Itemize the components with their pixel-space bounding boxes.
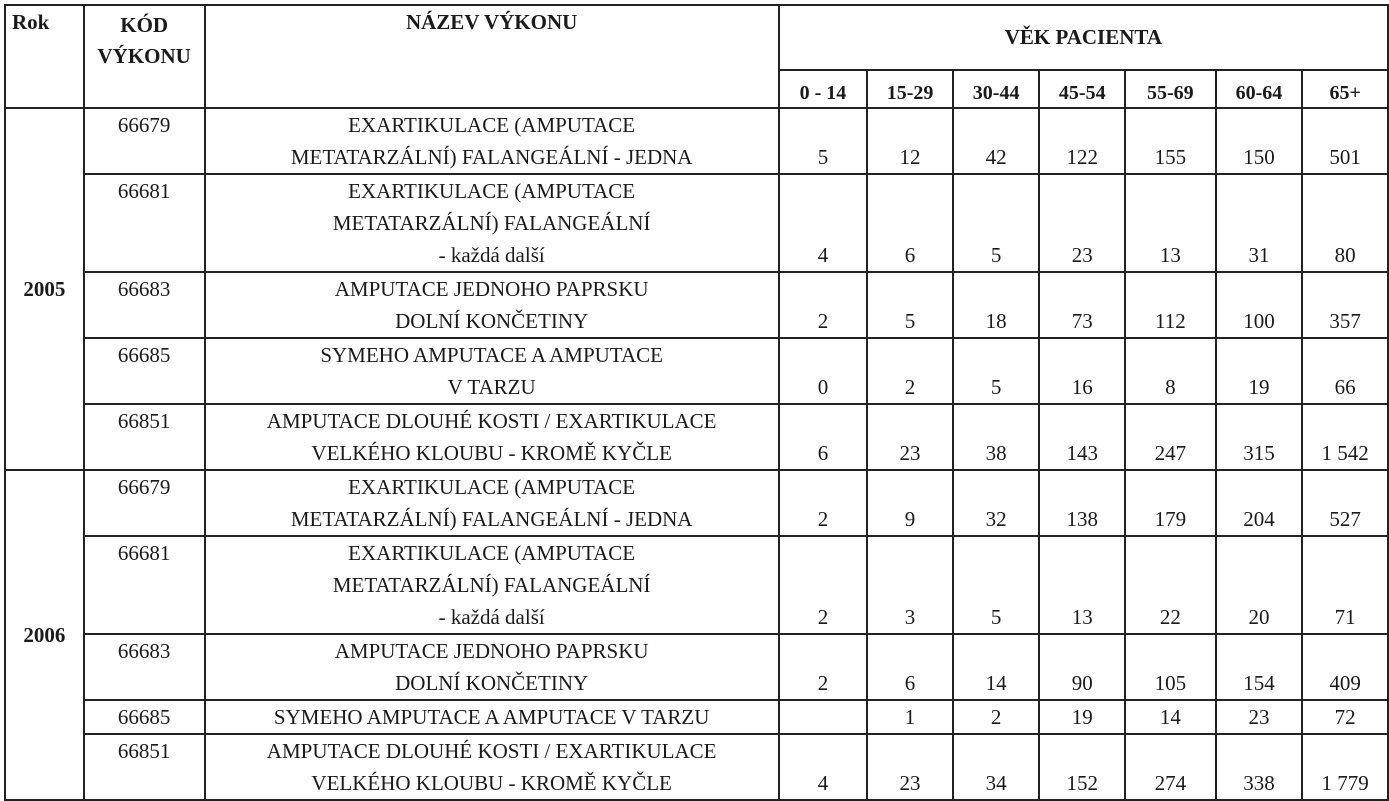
value-cell-age-6: 357 xyxy=(1302,272,1388,338)
procedure-name-cell xyxy=(205,404,779,470)
table-row xyxy=(5,108,1388,174)
procedure-name-cell xyxy=(205,272,779,338)
procedure-name-cell xyxy=(205,470,779,536)
procedure-name-cell xyxy=(205,634,779,700)
procedure-name-line: METATARZÁLNÍ) FALANGEÁLNÍ xyxy=(332,211,651,235)
procedure-name-line: AMPUTACE JEDNOHO PAPRSKU xyxy=(334,277,649,301)
header-age-2: 30-44 xyxy=(953,70,1040,108)
value-cell-age-6: 66 xyxy=(1302,338,1388,404)
value-cell-age-5: 31 xyxy=(1216,174,1303,272)
procedure-name-cell xyxy=(205,734,779,800)
amputation-statistics-table xyxy=(4,4,1389,801)
procedure-name-line: - každá další xyxy=(438,605,545,629)
value-cell-age-5: 154 xyxy=(1216,634,1303,700)
value-cell-age-0: 0 xyxy=(779,338,868,404)
value-cell-age-1: 5 xyxy=(867,272,953,338)
table-row xyxy=(5,272,1388,338)
value-cell-age-0: 4 xyxy=(779,734,868,800)
value-cell-age-3: 138 xyxy=(1039,470,1125,536)
value-cell-age-4: 14 xyxy=(1125,700,1216,734)
value-cell-age-0 xyxy=(779,700,868,734)
table-body xyxy=(5,108,1388,800)
procedure-name-line: SYMEHO AMPUTACE A AMPUTACE xyxy=(320,343,663,367)
value-cell-age-0: 2 xyxy=(779,634,868,700)
header-code xyxy=(84,5,205,108)
code-cell: 66679 xyxy=(84,108,205,174)
procedure-name-cell xyxy=(205,108,779,174)
table-row xyxy=(5,404,1388,470)
value-cell-age-2: 34 xyxy=(953,734,1040,800)
year-cell: 2006 xyxy=(5,470,84,800)
value-cell-age-5: 315 xyxy=(1216,404,1303,470)
value-cell-age-1: 23 xyxy=(867,404,953,470)
value-cell-age-4: 155 xyxy=(1125,108,1216,174)
value-cell-age-6: 72 xyxy=(1302,700,1388,734)
value-cell-age-3: 16 xyxy=(1039,338,1125,404)
value-cell-age-1: 23 xyxy=(867,734,953,800)
value-cell-age-6: 527 xyxy=(1302,470,1388,536)
value-cell-age-6: 1 542 xyxy=(1302,404,1388,470)
value-cell-age-0: 2 xyxy=(779,470,868,536)
value-cell-age-4: 22 xyxy=(1125,536,1216,634)
value-cell-age-1: 12 xyxy=(867,108,953,174)
value-cell-age-3: 13 xyxy=(1039,536,1125,634)
value-cell-age-1: 1 xyxy=(867,700,953,734)
table-header xyxy=(5,5,1388,108)
value-cell-age-3: 122 xyxy=(1039,108,1125,174)
value-cell-age-4: 247 xyxy=(1125,404,1216,470)
procedure-name-line: METATARZÁLNÍ) FALANGEÁLNÍ - JEDNA xyxy=(290,507,693,531)
value-cell-age-2: 5 xyxy=(953,174,1040,272)
value-cell-age-6: 501 xyxy=(1302,108,1388,174)
header-age-3: 45-54 xyxy=(1039,70,1125,108)
table-row xyxy=(5,536,1388,634)
value-cell-age-1: 2 xyxy=(867,338,953,404)
header-age-0: 0 - 14 xyxy=(779,70,868,108)
procedure-name-cell xyxy=(205,536,779,634)
table-row xyxy=(5,634,1388,700)
value-cell-age-0: 5 xyxy=(779,108,868,174)
header-name: NÁZEV VÝKONU xyxy=(205,5,779,108)
value-cell-age-5: 150 xyxy=(1216,108,1303,174)
procedure-name-line: AMPUTACE DLOUHÉ KOSTI / EXARTIKULACE xyxy=(266,409,717,433)
value-cell-age-2: 5 xyxy=(953,536,1040,634)
procedure-name-cell xyxy=(205,700,779,734)
value-cell-age-1: 6 xyxy=(867,634,953,700)
value-cell-age-1: 6 xyxy=(867,174,953,272)
value-cell-age-3: 23 xyxy=(1039,174,1125,272)
table-row xyxy=(5,470,1388,536)
code-cell: 66685 xyxy=(84,700,205,734)
value-cell-age-5: 204 xyxy=(1216,470,1303,536)
code-cell: 66683 xyxy=(84,634,205,700)
value-cell-age-2: 38 xyxy=(953,404,1040,470)
value-cell-age-2: 42 xyxy=(953,108,1040,174)
value-cell-age-3: 152 xyxy=(1039,734,1125,800)
header-code-line-2: VÝKONU xyxy=(97,44,191,68)
header-patient-age: VĚK PACIENTA xyxy=(779,5,1388,70)
value-cell-age-4: 179 xyxy=(1125,470,1216,536)
value-cell-age-0: 6 xyxy=(779,404,868,470)
header-year: Rok xyxy=(5,5,84,108)
header-age-4: 55-69 xyxy=(1125,70,1216,108)
value-cell-age-4: 274 xyxy=(1125,734,1216,800)
value-cell-age-2: 2 xyxy=(953,700,1040,734)
header-age-1: 15-29 xyxy=(867,70,953,108)
header-code-line-1: KÓD xyxy=(120,13,169,37)
code-cell: 66851 xyxy=(84,734,205,800)
value-cell-age-2: 14 xyxy=(953,634,1040,700)
header-age-6: 65+ xyxy=(1302,70,1388,108)
value-cell-age-3: 73 xyxy=(1039,272,1125,338)
procedure-name-line: METATARZÁLNÍ) FALANGEÁLNÍ xyxy=(332,573,651,597)
procedure-name-line: EXARTIKULACE (AMPUTACE xyxy=(348,475,636,499)
value-cell-age-6: 409 xyxy=(1302,634,1388,700)
value-cell-age-6: 71 xyxy=(1302,536,1388,634)
procedure-name-line: EXARTIKULACE (AMPUTACE xyxy=(348,179,636,203)
value-cell-age-4: 13 xyxy=(1125,174,1216,272)
value-cell-age-3: 143 xyxy=(1039,404,1125,470)
value-cell-age-4: 112 xyxy=(1125,272,1216,338)
procedure-name-line: AMPUTACE JEDNOHO PAPRSKU xyxy=(334,639,649,663)
procedure-name-line: DOLNÍ KONČETINY xyxy=(395,309,589,333)
procedure-name-line: SYMEHO AMPUTACE A AMPUTACE V TARZU xyxy=(273,705,710,729)
code-cell: 66683 xyxy=(84,272,205,338)
procedure-name-line: METATARZÁLNÍ) FALANGEÁLNÍ - JEDNA xyxy=(290,145,693,169)
table-row xyxy=(5,338,1388,404)
value-cell-age-4: 105 xyxy=(1125,634,1216,700)
code-cell: 66679 xyxy=(84,470,205,536)
value-cell-age-1: 9 xyxy=(867,470,953,536)
table-row xyxy=(5,174,1388,272)
value-cell-age-5: 20 xyxy=(1216,536,1303,634)
value-cell-age-3: 90 xyxy=(1039,634,1125,700)
header-age-5: 60-64 xyxy=(1216,70,1303,108)
table-row xyxy=(5,700,1388,734)
value-cell-age-5: 19 xyxy=(1216,338,1303,404)
value-cell-age-4: 8 xyxy=(1125,338,1216,404)
procedure-name-cell xyxy=(205,338,779,404)
value-cell-age-0: 2 xyxy=(779,272,868,338)
value-cell-age-2: 5 xyxy=(953,338,1040,404)
procedure-name-cell xyxy=(205,174,779,272)
value-cell-age-3: 19 xyxy=(1039,700,1125,734)
value-cell-age-0: 2 xyxy=(779,536,868,634)
procedure-name-line: V TARZU xyxy=(447,375,536,399)
procedure-name-line: VELKÉHO KLOUBU - KROMĚ KYČLE xyxy=(311,771,672,795)
procedure-name-line: EXARTIKULACE (AMPUTACE xyxy=(348,541,636,565)
value-cell-age-5: 23 xyxy=(1216,700,1303,734)
procedure-name-line: AMPUTACE DLOUHÉ KOSTI / EXARTIKULACE xyxy=(266,739,717,763)
value-cell-age-5: 100 xyxy=(1216,272,1303,338)
code-cell: 66851 xyxy=(84,404,205,470)
procedure-name-line: VELKÉHO KLOUBU - KROMĚ KYČLE xyxy=(311,441,672,465)
code-cell: 66681 xyxy=(84,536,205,634)
procedure-name-line: EXARTIKULACE (AMPUTACE xyxy=(348,113,636,137)
year-cell: 2005 xyxy=(5,108,84,470)
value-cell-age-6: 1 779 xyxy=(1302,734,1388,800)
value-cell-age-0: 4 xyxy=(779,174,868,272)
table-row xyxy=(5,734,1388,800)
procedure-name-line: DOLNÍ KONČETINY xyxy=(395,671,589,695)
code-cell: 66681 xyxy=(84,174,205,272)
value-cell-age-5: 338 xyxy=(1216,734,1303,800)
value-cell-age-1: 3 xyxy=(867,536,953,634)
procedure-name-line: - každá další xyxy=(438,243,545,267)
value-cell-age-2: 32 xyxy=(953,470,1040,536)
code-cell: 66685 xyxy=(84,338,205,404)
value-cell-age-6: 80 xyxy=(1302,174,1388,272)
value-cell-age-2: 18 xyxy=(953,272,1040,338)
